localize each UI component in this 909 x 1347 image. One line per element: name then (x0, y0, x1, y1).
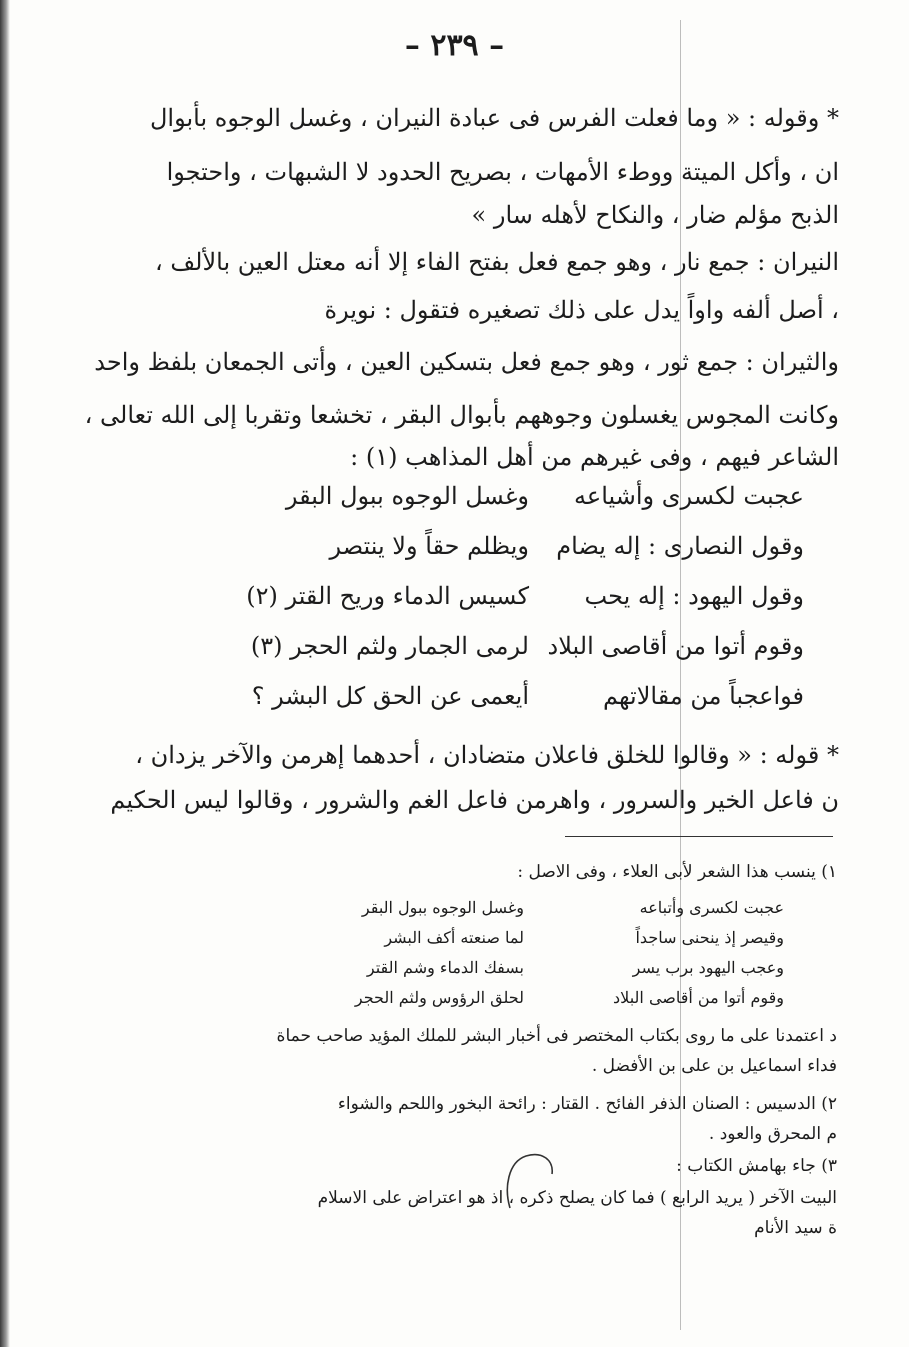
verse-hemistich-left: كسيس الدماء وريح القتر (٢) (246, 582, 529, 610)
footnote-line: د اعتمدنا على ما روى بكتاب المختصر فى أخبار البشر للملك المؤيد صاحب حماة (276, 1026, 837, 1046)
footnote-verse-left: وغسل الوجوه ببول البقر (361, 898, 524, 917)
footnote-line: م المحرق والعود . (708, 1124, 837, 1144)
footnote-line: فداء اسماعيل بن على بن الأفضل . (591, 1056, 837, 1076)
footnote-verse-left: بسفك الدماء وشم القتر (366, 958, 524, 977)
footnote-line: ٢) الدسيس : الصنان الذفر الفائح . القتار : رائحة البخور واللحم والشواء (337, 1094, 837, 1114)
footnote-verse-left: لما صنعته أكف البشر (384, 928, 524, 947)
footnote-line: البيت الآخر ( يريد الرابع ) فما كان يصلح ذكره ، اذ هو اعتراض على الاسلام (317, 1188, 837, 1208)
body-line: * قوله : « وقالوا للخلق فاعلان متضادان ، أحدهما إهرمن والآخر يزدان ، (135, 741, 839, 769)
page-edge-shadow (0, 0, 10, 1347)
body-line: ن فاعل الخير والسرور ، واهرمن فاعل الغم والشرور ، وقالوا ليس الحكيم (110, 786, 839, 814)
footnote-verse-right: وعجب اليهود برب يسر (632, 958, 784, 977)
verse-hemistich-right: وقول النصارى : إله يضام (556, 532, 804, 560)
footnote-separator (565, 836, 833, 837)
page-number: – ٢٣٩ – (404, 28, 505, 63)
footnote-line: ٣) جاء بهامش الكتاب : (676, 1156, 837, 1176)
body-line: ان ، وأكل الميتة ووطء الأمهات ، بصريح الحدود لا الشبهات ، واحتجوا (166, 158, 839, 186)
body-line: وكانت المجوس يغسلون وجوههم بأبوال البقر ، تخشعا وتقربا إلى الله تعالى ، (84, 401, 839, 429)
body-line: * وقوله : « وما فعلت الفرس فى عبادة النيران ، وغسل الوجوه بأبوال (149, 104, 839, 132)
verse-hemistich-left: ويظلم حقاً ولا ينتصر (329, 532, 529, 560)
footnote-line: ة سيد الأنام (754, 1218, 837, 1238)
footnote-verse-right: وقوم أتوا من أقاصى البلاد (613, 988, 784, 1007)
verse-hemistich-left: وغسل الوجوه ببول البقر (285, 482, 529, 510)
body-line: ، أصل ألفه واواً يدل على ذلك تصغيره فتقول : نويرة (324, 296, 839, 324)
body-line: الذبح مؤلم ضار ، والنكاح لأهله سار » (471, 201, 839, 229)
verse-hemistich-right: وقوم أتوا من أقاصى البلاد (547, 632, 804, 660)
body-line: والثيران : جمع ثور ، وهو جمع فعل بتسكين العين ، وأتى الجمعان بلفظ واحد (94, 348, 839, 376)
verse-hemistich-left: لرمى الجمار ولثم الحجر (٣) (250, 632, 529, 660)
body-line: الشاعر فيهم ، وفى غيرهم من أهل المذاهب (١) : (350, 443, 839, 471)
verse-hemistich-right: وقول اليهود : إله يحب (584, 582, 804, 610)
body-line: النيران : جمع نار ، وهو جمع فعل بفتح الفاء إلا أنه معتل العين بالألف ، (154, 248, 839, 276)
footnote-verse-left: لحلق الرؤوس ولثم الحجر (354, 988, 524, 1007)
footnote-verse-right: وقيصر إذ ينحنى ساجداً (635, 928, 784, 947)
verse-hemistich-left: أيعمى عن الحق كل البشر ؟ (251, 682, 529, 710)
verse-hemistich-right: عجبت لكسرى وأشياعه (574, 482, 804, 510)
handwritten-mark-icon (502, 1148, 558, 1212)
verse-hemistich-right: فواعجباً من مقالاتهم (603, 682, 804, 710)
footnote-verse-right: عجبت لكسرى وأتباعه (639, 898, 784, 917)
footnote-line: ١) ينسب هذا الشعر لأبى العلاء ، وفى الاصل : (517, 862, 837, 882)
